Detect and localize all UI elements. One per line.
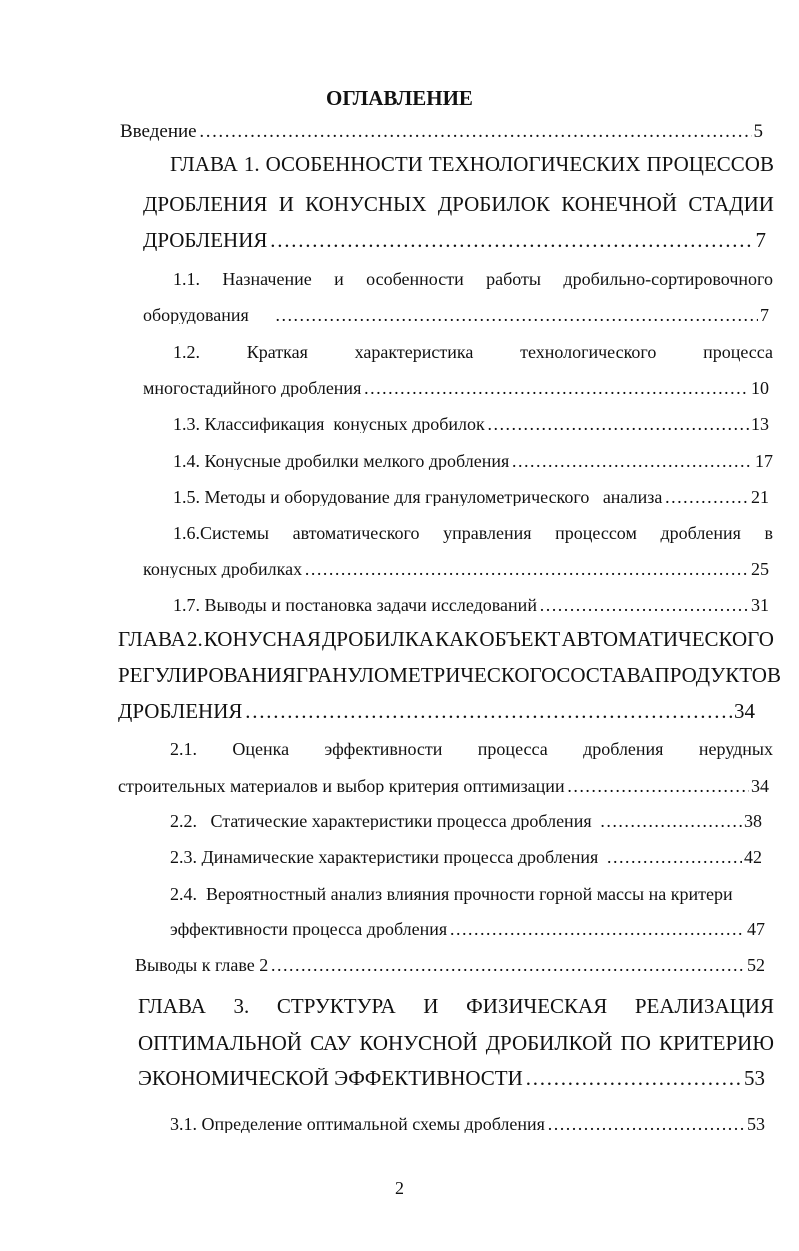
word: АВТОМАТИЧЕСКОГО bbox=[561, 627, 774, 651]
toc-page-number: 53 bbox=[744, 1068, 765, 1089]
toc-page-number: 17 bbox=[755, 452, 773, 470]
chapter-2-conclusions bbox=[135, 956, 765, 974]
dot-leader bbox=[511, 452, 753, 470]
toc-page-number: 5 bbox=[753, 122, 763, 141]
word: 2. bbox=[186, 627, 203, 651]
toc-label: эффективности процесса дробления bbox=[170, 920, 448, 938]
word: СОСТАВА bbox=[556, 663, 655, 687]
section-1-7 bbox=[173, 596, 769, 614]
toc-label: 1.3. Классификация конусных дробилок bbox=[173, 415, 485, 433]
word: 3. bbox=[233, 994, 250, 1018]
dot-leader bbox=[567, 777, 749, 795]
word: ФИЗИЧЕСКАЯ bbox=[466, 994, 608, 1018]
section-2-1-line-1 bbox=[170, 740, 773, 758]
word: особенности bbox=[366, 269, 464, 289]
toc-label: 2.3. Динамические характеристики процесса дробления bbox=[170, 848, 599, 866]
toc-label: строительных материалов и выбор критерия оптимизации bbox=[118, 777, 565, 795]
toc-page-number: 42 bbox=[744, 848, 762, 866]
dot-leader bbox=[487, 415, 749, 433]
toc-page-number: 47 bbox=[747, 920, 765, 938]
word: 1.2. bbox=[173, 342, 200, 362]
word: Краткая bbox=[246, 342, 308, 362]
toc-label: ЭКОНОМИЧЕСКОЙ ЭФФЕКТИВНОСТИ bbox=[138, 1068, 523, 1089]
dot-leader bbox=[664, 488, 749, 506]
word: Назначение bbox=[222, 269, 312, 289]
page-number: 2 bbox=[395, 1178, 404, 1198]
toc-page-number: 10 bbox=[751, 379, 769, 397]
chapter-1-line-3 bbox=[143, 230, 766, 251]
toc-page-number: 7 bbox=[760, 306, 769, 324]
word: 1.6.Системы bbox=[173, 523, 269, 543]
chapter-2-line-2 bbox=[118, 663, 781, 687]
word: 2.1. bbox=[170, 739, 197, 759]
toc-page-number: 21 bbox=[751, 488, 769, 506]
word: дробления bbox=[583, 739, 664, 759]
word: дробильно-сортировочного bbox=[563, 269, 773, 289]
word: И bbox=[278, 192, 294, 216]
toc-page-number: 7 bbox=[755, 230, 766, 251]
word: ПРОЦЕССОВ bbox=[646, 152, 774, 176]
word: ДРОБЛЕНИЯ bbox=[143, 192, 268, 216]
toc-label: конусных дробилках bbox=[143, 560, 303, 578]
word: ГРАНУЛОМЕТРИЧЕСКОГО bbox=[295, 663, 557, 687]
section-3-1 bbox=[170, 1115, 765, 1133]
dot-leader bbox=[269, 230, 753, 251]
word: ДРОБИЛОК bbox=[437, 192, 550, 216]
toc-label: ДРОБЛЕНИЯ bbox=[118, 701, 243, 722]
word: характеристика bbox=[354, 342, 474, 362]
section-1-6-line-2 bbox=[143, 560, 769, 578]
word: КОНУСНОЙ bbox=[359, 1031, 478, 1055]
word: дробления bbox=[660, 523, 741, 543]
section-2-2 bbox=[170, 812, 762, 830]
dot-leader bbox=[449, 920, 745, 938]
word: И bbox=[423, 994, 439, 1018]
word: КОНУСНАЯ bbox=[203, 627, 321, 651]
word: КРИТЕРИЮ bbox=[659, 1031, 774, 1055]
chapter-1-line-2 bbox=[143, 194, 774, 215]
page-title: ОГЛАВЛЕНИЕ bbox=[326, 86, 473, 110]
dot-leader bbox=[525, 1068, 742, 1089]
word: ПО bbox=[620, 1031, 651, 1055]
section-2-4-line-2 bbox=[170, 920, 765, 938]
section-1-2-line-1 bbox=[173, 343, 773, 361]
section-1-5 bbox=[173, 488, 769, 506]
toc-label: 1.4. Конусные дробилки мелкого дробления bbox=[173, 452, 510, 470]
toc-label: 1.5. Методы и оборудование для гранулометрического анализа bbox=[173, 488, 663, 506]
toc-label: оборудования bbox=[143, 306, 249, 324]
word: ОПТИМАЛЬНОЙ bbox=[138, 1031, 302, 1055]
section-1-2-line-2 bbox=[143, 379, 769, 397]
word: процесса bbox=[477, 739, 548, 759]
word: ОСОБЕННОСТИ bbox=[265, 152, 423, 176]
word: КОНУСНЫХ bbox=[305, 192, 427, 216]
word: СТРУКТУРА bbox=[276, 994, 396, 1018]
word: нерудных bbox=[698, 739, 773, 759]
word: управления bbox=[443, 523, 532, 543]
toc-entry-intro bbox=[120, 122, 763, 141]
section-1-3 bbox=[173, 415, 769, 433]
toc-page-number: 25 bbox=[751, 560, 769, 578]
word: ГЛАВА bbox=[118, 627, 186, 651]
word: ПРОДУКТОВ bbox=[654, 663, 781, 687]
word: автоматического bbox=[292, 523, 420, 543]
word: ТЕХНОЛОГИЧЕСКИХ bbox=[428, 152, 641, 176]
word: СТАДИИ bbox=[688, 192, 774, 216]
word: ДРОБИЛКОЙ bbox=[485, 1031, 613, 1055]
word: КОНЕЧНОЙ bbox=[561, 192, 678, 216]
toc-page-number: 13 bbox=[751, 415, 769, 433]
word: работы bbox=[486, 269, 541, 289]
toc-label: 3.1. Определение оптимальной схемы дробления bbox=[170, 1115, 545, 1133]
dot-leader bbox=[539, 596, 749, 614]
word: ГЛАВА bbox=[138, 994, 206, 1018]
word: ГЛАВА bbox=[170, 152, 238, 176]
section-1-1-line-1 bbox=[173, 270, 773, 288]
section-1-1-line-2 bbox=[143, 306, 769, 324]
word: Оценка bbox=[232, 739, 290, 759]
section-1-4 bbox=[173, 452, 773, 470]
section-2-4-line-1: 2.4. Вероятностный анализ влияния прочности горной массы на критери bbox=[170, 884, 733, 904]
word: РЕАЛИЗАЦИЯ bbox=[634, 994, 774, 1018]
word: КАК bbox=[435, 627, 479, 651]
word: эффективности bbox=[324, 739, 443, 759]
word: процессом bbox=[555, 523, 637, 543]
chapter-3-line-2 bbox=[138, 1033, 774, 1054]
dot-leader bbox=[244, 701, 732, 722]
chapter-2-line-3 bbox=[118, 701, 755, 722]
dot-leader bbox=[363, 379, 749, 397]
section-2-1-line-2 bbox=[118, 777, 769, 795]
dot-leader bbox=[199, 122, 752, 141]
word: в bbox=[764, 523, 773, 543]
toc-label: Выводы к главе 2 bbox=[135, 956, 269, 974]
toc-page-number: 38 bbox=[744, 812, 762, 830]
dot-leader bbox=[304, 560, 749, 578]
toc-page-number: 52 bbox=[747, 956, 765, 974]
chapter-1-line-1 bbox=[170, 154, 774, 175]
section-2-3 bbox=[170, 848, 762, 866]
dot-leader bbox=[270, 956, 745, 974]
toc-page-number: 34 bbox=[734, 701, 755, 722]
toc-page-number: 53 bbox=[747, 1115, 765, 1133]
word: процесса bbox=[703, 342, 773, 362]
toc-label: многостадийного дробления bbox=[143, 379, 362, 397]
toc-page-number: 34 bbox=[751, 777, 769, 795]
word: технологического bbox=[520, 342, 657, 362]
chapter-3-line-3 bbox=[138, 1068, 765, 1089]
word: ДРОБИЛКА bbox=[321, 627, 435, 651]
chapter-3-line-1 bbox=[138, 996, 774, 1017]
word: РЕГУЛИРОВАНИЯ bbox=[118, 663, 296, 687]
dot-leader bbox=[600, 812, 742, 830]
dot-leader bbox=[275, 306, 758, 324]
section-1-6-line-1 bbox=[173, 524, 773, 542]
toc-label: Введение bbox=[120, 122, 197, 141]
toc-label: ДРОБЛЕНИЯ bbox=[143, 230, 268, 251]
chapter-2-line-1 bbox=[118, 629, 774, 650]
toc-page-number: 31 bbox=[751, 596, 769, 614]
toc-label: 2.2. Статические характеристики процесса дробления bbox=[170, 812, 592, 830]
word: и bbox=[334, 269, 344, 289]
dot-leader bbox=[547, 1115, 745, 1133]
toc-label: 1.7. Выводы и постановка задачи исследований bbox=[173, 596, 537, 614]
word: ОБЪЕКТ bbox=[479, 627, 561, 651]
word: САУ bbox=[310, 1031, 352, 1055]
word: 1.1. bbox=[173, 269, 200, 289]
dot-leader bbox=[606, 848, 742, 866]
word: 1. bbox=[243, 152, 260, 176]
